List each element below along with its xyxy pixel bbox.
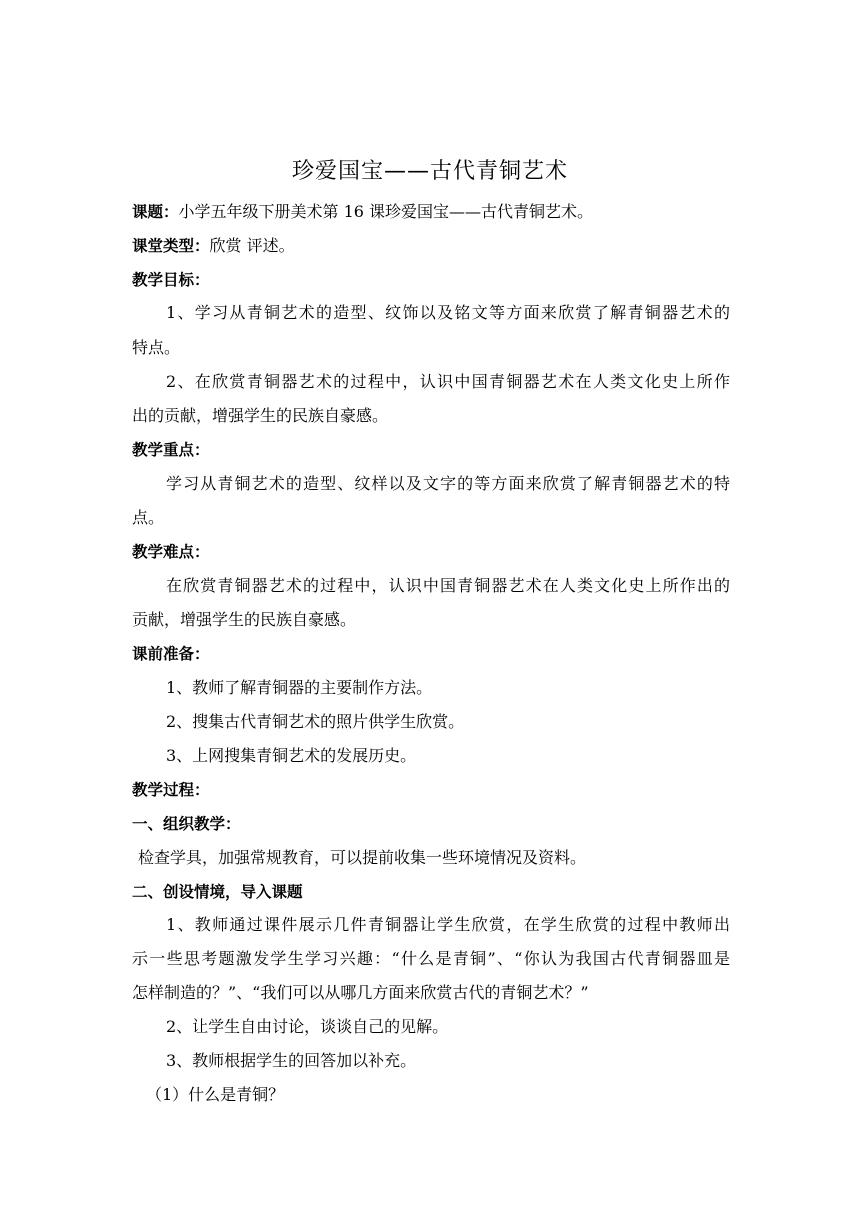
key-points-line-1: 学习从青铜艺术的造型、纹样以及文字的等方面来欣赏了解青铜器艺术的特 <box>166 474 730 493</box>
section-2-sub-1: （1）什么是青铜？ <box>146 1085 285 1104</box>
class-type-label: 课堂类型： <box>132 237 210 255</box>
class-type-text: 欣赏 评述。 <box>209 236 295 255</box>
topic-text: 小学五年级下册美术第 16 课珍爱国宝——古代青铜艺术。 <box>178 202 594 221</box>
preparation-item-2: 2、搜集古代青铜艺术的照片供学生欣赏。 <box>166 712 465 731</box>
section-1-text: 检查学具，加强常规教育，可以提前收集一些环境情况及资料。 <box>138 848 587 867</box>
section-1-heading: 一、组织教学： <box>132 815 241 833</box>
preparation-item-3: 3、上网搜集青铜艺术的发展历史。 <box>166 746 417 765</box>
page-title: 珍爱国宝——古代青铜艺术 <box>291 159 568 184</box>
difficulties-line-2: 贡献，增强学生的民族自豪感。 <box>132 610 357 629</box>
key-points-line-2: 点。 <box>132 508 165 527</box>
section-2-item-1-line-2: 示一些思考题激发学生学习兴趣：“什么是青铜”、“你认为我国古代青铜器皿是 <box>132 949 730 968</box>
section-2-heading: 二、创设情境，导入课题 <box>132 883 303 901</box>
goal-2-line-2: 出的贡献，增强学生的民族自豪感。 <box>132 406 389 425</box>
topic-line <box>132 200 732 224</box>
section-2-item-1-line-3: 怎样制造的？”、“我们可以从哪几方面来欣赏古代的青铜艺术？” <box>132 983 589 1002</box>
difficulties-heading: 教学难点： <box>132 543 210 561</box>
section-2-item-3: 3、教师根据学生的回答加以补充。 <box>166 1051 417 1070</box>
topic-label: 课题： <box>132 203 179 221</box>
process-heading: 教学过程： <box>132 781 210 799</box>
preparation-heading: 课前准备： <box>132 645 210 663</box>
class-type-line <box>132 234 732 258</box>
section-2-item-2: 2、让学生自由讨论，谈谈自己的见解。 <box>166 1017 449 1036</box>
difficulties-line-1: 在欣赏青铜器艺术的过程中，认识中国青铜器艺术在人类文化史上所作出的 <box>166 576 730 595</box>
goal-1-line-1: 1、学习从青铜艺术的造型、纹饰以及铭文等方面来欣赏了解青铜器艺术的 <box>166 303 730 322</box>
goal-2-line-1: 2、在欣赏青铜器艺术的过程中，认识中国青铜器艺术在人类文化史上所作 <box>166 372 730 391</box>
key-points-heading: 教学重点： <box>132 441 210 459</box>
preparation-item-1: 1、教师了解青铜器的主要制作方法。 <box>166 678 433 697</box>
goal-1-line-2: 特点。 <box>132 338 181 357</box>
goals-heading: 教学目标： <box>132 271 210 289</box>
section-2-item-1-line-1: 1、教师通过课件展示几件青铜器让学生欣赏，在学生欣赏的过程中教师出 <box>166 915 730 934</box>
